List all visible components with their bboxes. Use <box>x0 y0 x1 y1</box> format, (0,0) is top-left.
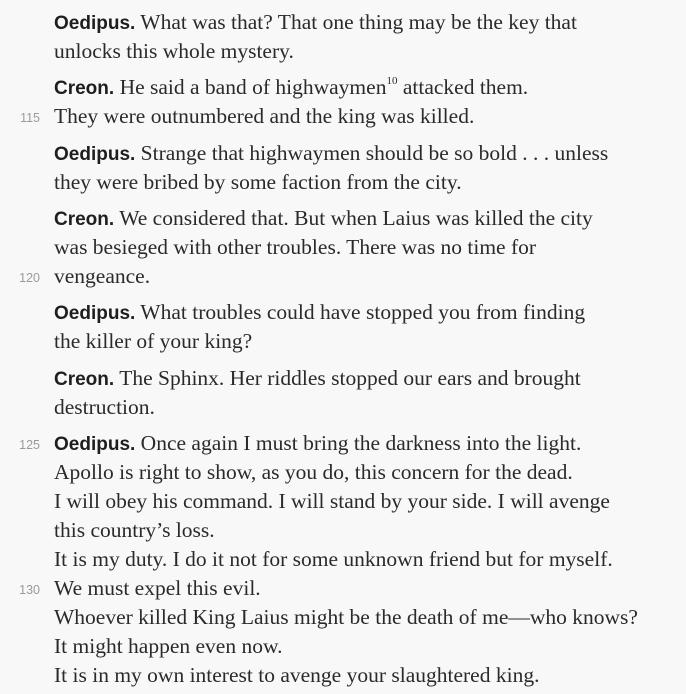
speech-oedipus-4 <box>0 429 686 690</box>
dialogue-line <box>0 364 686 393</box>
line-text: they were bribed by some faction from the city. <box>54 170 462 194</box>
dialogue-line <box>0 661 686 690</box>
line-number: 115 <box>20 111 40 125</box>
speaker-name: Creon. <box>54 78 115 99</box>
line-number: 130 <box>19 583 40 597</box>
line-text: He said a band of highwaymen <box>119 75 387 99</box>
line-text: unlocks this whole mystery. <box>54 39 294 63</box>
dialogue-line <box>0 262 686 291</box>
line-text: I will obey his command. I will stand by your side. I will avenge <box>54 489 610 513</box>
dialogue-line <box>0 574 686 603</box>
line-text: We considered that. But when Laius was killed the city <box>119 206 593 230</box>
speech-oedipus-3 <box>0 298 686 356</box>
line-text: It is in my own interest to avenge your slaughtered king. <box>54 663 540 687</box>
speaker-name: Oedipus. <box>54 434 136 455</box>
speaker-name: Creon. <box>54 369 115 390</box>
line-text: the killer of your king? <box>54 329 253 353</box>
footnote-marker[interactable]: 10 <box>386 74 398 87</box>
speech-oedipus-2 <box>0 139 686 197</box>
dialogue-line <box>0 632 686 661</box>
speech-creon-1 <box>0 73 686 131</box>
dialogue-line <box>0 393 686 422</box>
dialogue-line <box>0 139 686 168</box>
dialogue-line <box>0 298 686 327</box>
line-text: We must expel this evil. <box>54 576 261 600</box>
speech-oedipus-1 <box>0 8 686 66</box>
line-text: vengeance. <box>54 264 151 288</box>
dialogue-line <box>0 487 686 516</box>
speaker-name: Oedipus. <box>54 303 136 324</box>
dialogue-line <box>0 168 686 197</box>
line-text: Whoever killed King Laius might be the death of me—who knows? <box>54 605 638 629</box>
line-text: They were outnumbered and the king was killed. <box>54 104 475 128</box>
speech-creon-2 <box>0 204 686 291</box>
dialogue-line <box>0 327 686 356</box>
line-text: was besieged with other troubles. There was no time for <box>54 235 537 259</box>
dialogue-line <box>0 8 686 37</box>
dialogue-line <box>0 429 686 458</box>
line-number: 120 <box>19 271 40 285</box>
line-text: Once again I must bring the darkness into the light. <box>140 431 582 455</box>
dialogue-line <box>0 37 686 66</box>
dialogue-line <box>0 73 686 102</box>
line-text: What was that? That one thing may be the key that <box>140 10 577 34</box>
dialogue-line <box>0 102 686 131</box>
line-text-continued: attacked them. <box>397 75 529 99</box>
speaker-name: Oedipus. <box>54 144 136 165</box>
dialogue-line <box>0 516 686 545</box>
line-number: 125 <box>19 438 40 452</box>
speaker-name: Creon. <box>54 209 115 230</box>
speech-creon-3 <box>0 364 686 422</box>
dialogue-line <box>0 458 686 487</box>
dialogue-line <box>0 603 686 632</box>
dialogue-line <box>0 204 686 233</box>
line-text: Apollo is right to show, as you do, this concern for the dead. <box>54 460 573 484</box>
line-text: this country’s loss. <box>54 518 215 542</box>
dialogue-line <box>0 233 686 262</box>
dialogue-line <box>0 545 686 574</box>
line-text: What troubles could have stopped you from finding <box>140 300 586 324</box>
line-text: destruction. <box>54 395 155 419</box>
line-text: The Sphinx. Her riddles stopped our ears and brought <box>119 366 581 390</box>
line-text: Strange that highwaymen should be so bold . . . unless <box>140 141 609 165</box>
line-text: It might happen even now. <box>54 634 283 658</box>
line-text: It is my duty. I do it not for some unknown friend but for myself. <box>54 547 613 571</box>
speaker-name: Oedipus. <box>54 13 136 34</box>
